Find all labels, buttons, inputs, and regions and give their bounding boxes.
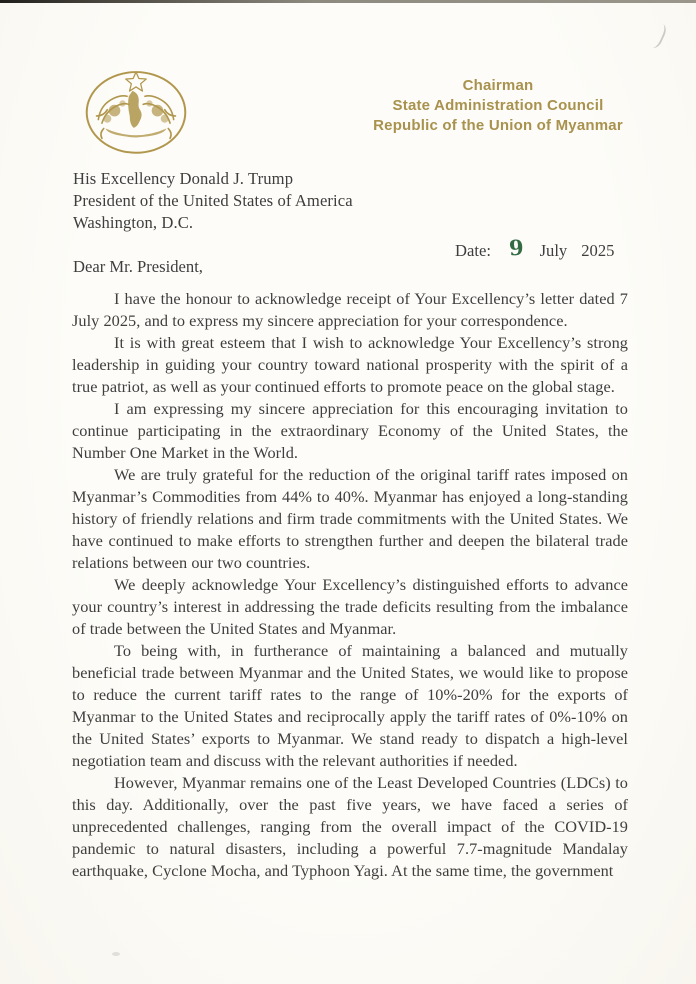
date-day-handwritten: 9 bbox=[508, 234, 525, 261]
body-paragraph-3: I am expressing my sincere appreciation for this encouraging invitation to continue participating in the extraordinary Economy of the United States, the Number One Market in the World. bbox=[72, 399, 628, 462]
body-paragraph-6: To being with, in furtherance of maintaining a balanced and mutually beneficial trade between Myanmar and the United States, we would like to propose to reduce the current tariff rates to the range of 10%-20% for the exports of Myanmar to the United States and reciprocally apply the tariff rates of 0%-10% on the United States’ exports to Myanmar. We stand ready to dispatch a high-level negotiation team and discuss with the relevant authorities if needed. bbox=[72, 641, 628, 770]
recipient-name: His Excellency Donald J. Trump bbox=[73, 169, 294, 188]
recipient-address-block bbox=[73, 168, 353, 234]
letterhead-title-block bbox=[348, 76, 648, 136]
letterhead-title-council: State Administration Council bbox=[392, 97, 604, 114]
body-paragraph-2: It is with great esteem that I wish to acknowledge Your Excellency’s strong leadership in guiding your country toward national prosperity with the spirit of a true patriot, as well as your continued efforts to promote peace on the global stage. bbox=[72, 333, 628, 396]
body-paragraph-4: We are truly grateful for the reduction of the original tariff rates imposed on Myanmar’s Commodities from 44% to 40%. Myanmar has enjoyed a long-standing history of friendly relations and firm trade commitments with the United States. We have continued to make efforts to strengthen further and deepen the bilateral trade relations between our two countries. bbox=[72, 465, 628, 572]
body-paragraph-1: I have the honour to acknowledge receipt of Your Excellency’s letter dated 7 July 2025, and to express my sincere appreciation for your correspondence. bbox=[72, 289, 628, 330]
scan-edge-corner-artifact bbox=[0, 0, 78, 7]
letterhead-title-republic: Republic of the Union of Myanmar bbox=[373, 117, 623, 134]
body-paragraph-5: We deeply acknowledge Your Excellency’s distinguished efforts to advance your country’s interest in addressing the trade deficits resulting from the imbalance of trade between the United States and Myanmar. bbox=[72, 575, 628, 638]
scan-speck-artifact bbox=[112, 952, 120, 956]
letterhead-title-chairman: Chairman bbox=[462, 77, 534, 94]
recipient-city: Washington, D.C. bbox=[73, 213, 194, 232]
date-month: July bbox=[539, 241, 568, 260]
letter-body bbox=[72, 288, 628, 882]
date-label: Date: bbox=[455, 241, 491, 260]
salutation: Dear Mr. President, bbox=[73, 257, 203, 276]
recipient-title: President of the United States of America bbox=[73, 191, 353, 210]
date-line bbox=[455, 236, 614, 261]
date-year: 2025 bbox=[581, 241, 615, 260]
scan-edge-artifact bbox=[0, 0, 696, 3]
myanmar-state-seal-icon bbox=[82, 64, 190, 159]
scan-smudge-artifact bbox=[643, 20, 668, 50]
body-paragraph-7: However, Myanmar remains one of the Least Developed Countries (LDCs) to this day. Additionally, over the past five years, we have faced a series of unprecedented challenges, ranging from the overall impact of the COVID-19 pandemic to natural disasters, including a powerful 7.7-magnitude Mandalay earthquake, Cyclone Mocha, and Typhoon Yagi. At the same time, the government bbox=[72, 773, 628, 880]
